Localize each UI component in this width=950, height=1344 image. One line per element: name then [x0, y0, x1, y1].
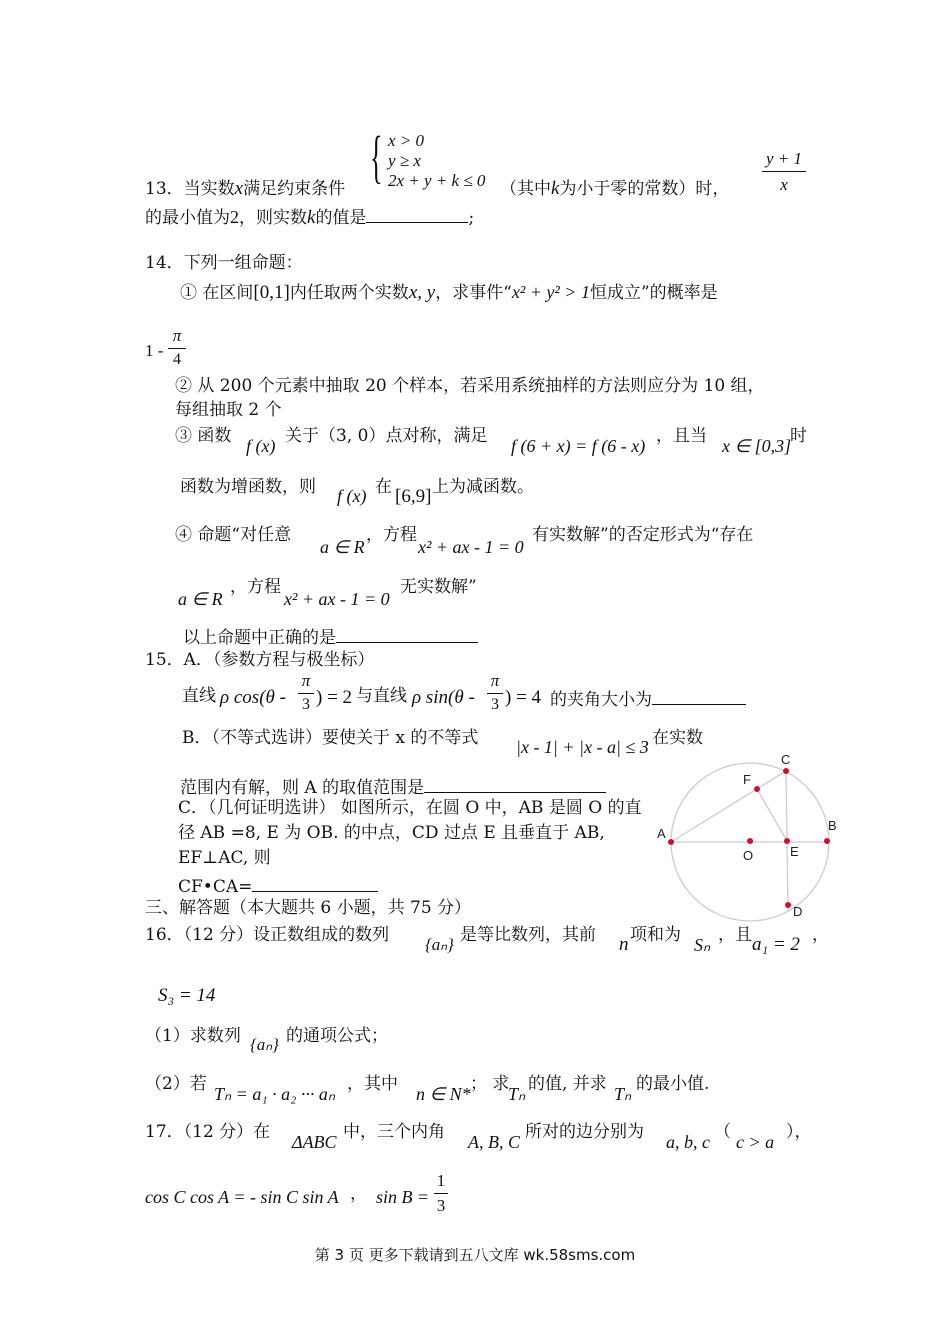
label-e: E — [790, 844, 799, 859]
q15-a-and-line: 与直线 — [356, 686, 407, 706]
q16-Tn-def: Tₙ = a₁ · a₂ ··· aₙ — [214, 1084, 336, 1104]
circle-figure — [650, 752, 880, 922]
q15-b-line2: 范围内有解，则 A 的取值范围是 — [180, 776, 606, 797]
q14-p4-nosol: 无实数解” — [400, 577, 477, 597]
label-f: F — [743, 772, 751, 787]
q16-nN: n ∈ N* — [416, 1084, 471, 1104]
q15-c-line2: 径 AB =8, E 为 OB. 的中点，CD 过点 E 且垂直于 AB, — [178, 823, 605, 843]
q15-b-answer-blank[interactable] — [424, 776, 606, 793]
q14-p4-aR: a ∈ R — [320, 537, 365, 557]
q17-paren-open: （ — [714, 1122, 731, 1142]
q17-eq1: cos C cos A = - sin C sin A — [145, 1187, 339, 1207]
q16-seq-2: {aₙ} — [250, 1035, 279, 1054]
q15-a-eq1a: ρ cos(θ - — [220, 687, 286, 708]
q13-answer-blank[interactable] — [366, 206, 468, 223]
q16-part2-value: 的值, 并求 — [528, 1074, 607, 1094]
q14-p4-negation: 有实数解”的否定形式为“存在 — [532, 525, 754, 545]
chord-ac — [671, 771, 786, 842]
label-b: B — [828, 818, 837, 833]
q15-a-line-label: 直线 — [182, 686, 216, 706]
q14-conclusion: 以上命题中正确的是 — [183, 626, 478, 647]
q15-a-answer-blank[interactable] — [652, 688, 746, 705]
q14-p4-aR-2: a ∈ R — [178, 589, 223, 609]
q16-S3: S₃ = 14 — [158, 985, 216, 1006]
section-3-heading: 三、解答题（本大题共 6 小题，共 75 分） — [145, 898, 472, 918]
q14-fx-2: f (x) — [337, 486, 367, 506]
q14-p4-equation-label: ，方程 — [366, 525, 417, 545]
q14-p3-about: 关于（3, 0）点对称，满足 — [285, 426, 488, 446]
point-c — [783, 768, 789, 774]
q14-p3-domain: x ∈ [0,3] — [722, 436, 792, 456]
q17-triangle: ΔABC — [292, 1132, 337, 1152]
q13-constraint-3: 2x + y + k ≤ 0 — [388, 171, 486, 190]
q17-eq2: sin B = — [376, 1187, 430, 1207]
q17-angles-label: 中，三个内角 — [343, 1122, 445, 1142]
point-b — [824, 838, 830, 844]
q17-paren-close: ）， — [786, 1122, 812, 1142]
q14-p3-decreasing: 上为减函数。 — [432, 477, 534, 497]
q15-c-line3: EF⊥AC, 则 — [178, 848, 271, 868]
q15-a-eq2a: ρ sin(θ - — [412, 687, 475, 708]
q15-title: 15．A．（参数方程与极坐标） — [145, 650, 375, 670]
q16-sum-label: 项和为 — [630, 925, 681, 945]
page-footer: 第 3 页 更多下载请到五八文库 wk.58sms.com — [314, 1246, 636, 1264]
q15-a-pi-over-3-2: π 3 — [487, 671, 503, 714]
q13-line1: 13．当实数x满足约束条件 — [145, 178, 346, 199]
q15-b-inequality: |x - 1| + |x - a| ≤ 3 — [516, 737, 649, 757]
point-f — [754, 786, 760, 792]
q16-part1-a: （1）求数列 — [145, 1026, 241, 1046]
q15-b-real: 在实数 — [652, 728, 703, 748]
q17-one-third: 1 3 — [434, 1171, 448, 1216]
q15-c-line4: CF•CA= — [178, 875, 378, 896]
q14-p4-line1: ④ 命题“对任意 — [175, 525, 292, 545]
q14-p3-interval: [6,9] — [395, 486, 432, 507]
point-o — [747, 838, 753, 844]
q14-fx: f (x) — [246, 436, 276, 456]
q17-sep: ， — [350, 1184, 367, 1204]
q16-comma: ， — [812, 925, 829, 945]
q16-is-geometric: 是等比数列，其前 — [460, 925, 596, 945]
label-c: C — [781, 752, 791, 767]
q14-p3-equation: f (6 + x) = f (6 - x) — [511, 436, 646, 456]
q16-and: ，且 — [718, 925, 752, 945]
q13-fraction: y + 1 x — [762, 149, 806, 195]
q14-answer-blank[interactable] — [336, 626, 478, 643]
point-a — [668, 839, 674, 845]
q13-constraint-2: y ≥ x — [388, 151, 421, 170]
q14-p2-line1: ② 从 200 个元素中抽取 20 个样本，若采用系统抽样的方法则应分为 10 组， — [175, 376, 765, 396]
q15-b-line1: B．（不等式选讲）要使关于 x 的不等式 — [182, 728, 479, 748]
q14-p3-when: ，且当 — [656, 426, 707, 446]
q15-a-pi-over-3-1: π 3 — [298, 671, 314, 714]
q16-part2-where: ，其中 — [347, 1074, 398, 1094]
q16-Sn: Sₙ — [694, 935, 711, 955]
q15-a-eq2b: ) = 4 — [505, 687, 542, 708]
q14-p4-equation: x² + ax - 1 = 0 — [418, 537, 524, 557]
q14-p1: ① 在区间[0,1]内任取两个实数x, y，求事件“x² + y² > 1恒成立”的概率是 — [180, 282, 718, 303]
q14-pi-over-4: π 4 — [168, 326, 186, 369]
q14-p3-time: 时 — [790, 426, 807, 446]
q16-Tn: Tₙ — [508, 1084, 526, 1104]
q16-part1-b: 的通项公式； — [286, 1026, 388, 1046]
q15-c-answer-blank[interactable] — [252, 875, 378, 892]
q16-part2-find: ； 求 — [470, 1074, 510, 1094]
label-o: O — [743, 848, 754, 863]
q16-seq: {aₙ} — [425, 935, 454, 954]
label-a: A — [657, 826, 666, 841]
q16-part2-min: 的最小值. — [636, 1074, 710, 1094]
q13-line2: 的最小值为2，则实数k的值是 ; — [145, 207, 475, 228]
q13-line1-paren: （其中k为小于零的常数）时， — [500, 178, 730, 199]
q14-p3-in: 在 — [375, 477, 392, 497]
point-d — [785, 902, 791, 908]
q14-p4-equation-label-2: ，方程 — [230, 577, 281, 597]
q14-p1-answer-lead: 1 - — [145, 341, 164, 360]
q16-line1: 16．（12 分）设正数组成的数列 — [145, 925, 390, 945]
q14-title: 14．下列一组命题： — [145, 253, 303, 273]
q15-c-line1: C．（几何证明选讲） 如图所示，在圆 O 中，AB 是圆 O 的直 — [178, 798, 642, 818]
q17-angles: A, B, C — [468, 1132, 520, 1152]
q17-line1: 17．（12 分）在 — [145, 1122, 271, 1142]
q15-a-eq1b: ) = 2 — [316, 687, 353, 708]
q14-p3-line2: 函数为增函数，则 — [180, 477, 316, 497]
q13-brace: { — [370, 124, 383, 189]
q14-p3-line1: ③ 函数 — [175, 426, 232, 446]
q16-part2-a: （2）若 — [145, 1074, 207, 1094]
q14-p4-equation-2: x² + ax - 1 = 0 — [284, 589, 390, 609]
q17-sides: a, b, c — [666, 1132, 710, 1152]
q14-p2-line2: 每组抽取 2 个 — [175, 400, 282, 420]
q15-a-angle: 的夹角大小为 — [550, 688, 746, 709]
q16-Tn-2: Tₙ — [614, 1084, 632, 1104]
q16-n: n — [619, 934, 629, 955]
q17-sides-label: 所对的边分别为 — [525, 1122, 644, 1142]
q16-a1: a₁ = 2 — [752, 934, 800, 955]
q13-constraint-1: x > 0 — [388, 131, 425, 150]
segment-ef — [757, 789, 787, 841]
label-d: D — [793, 904, 803, 919]
q17-condition: c > a — [736, 1132, 775, 1152]
